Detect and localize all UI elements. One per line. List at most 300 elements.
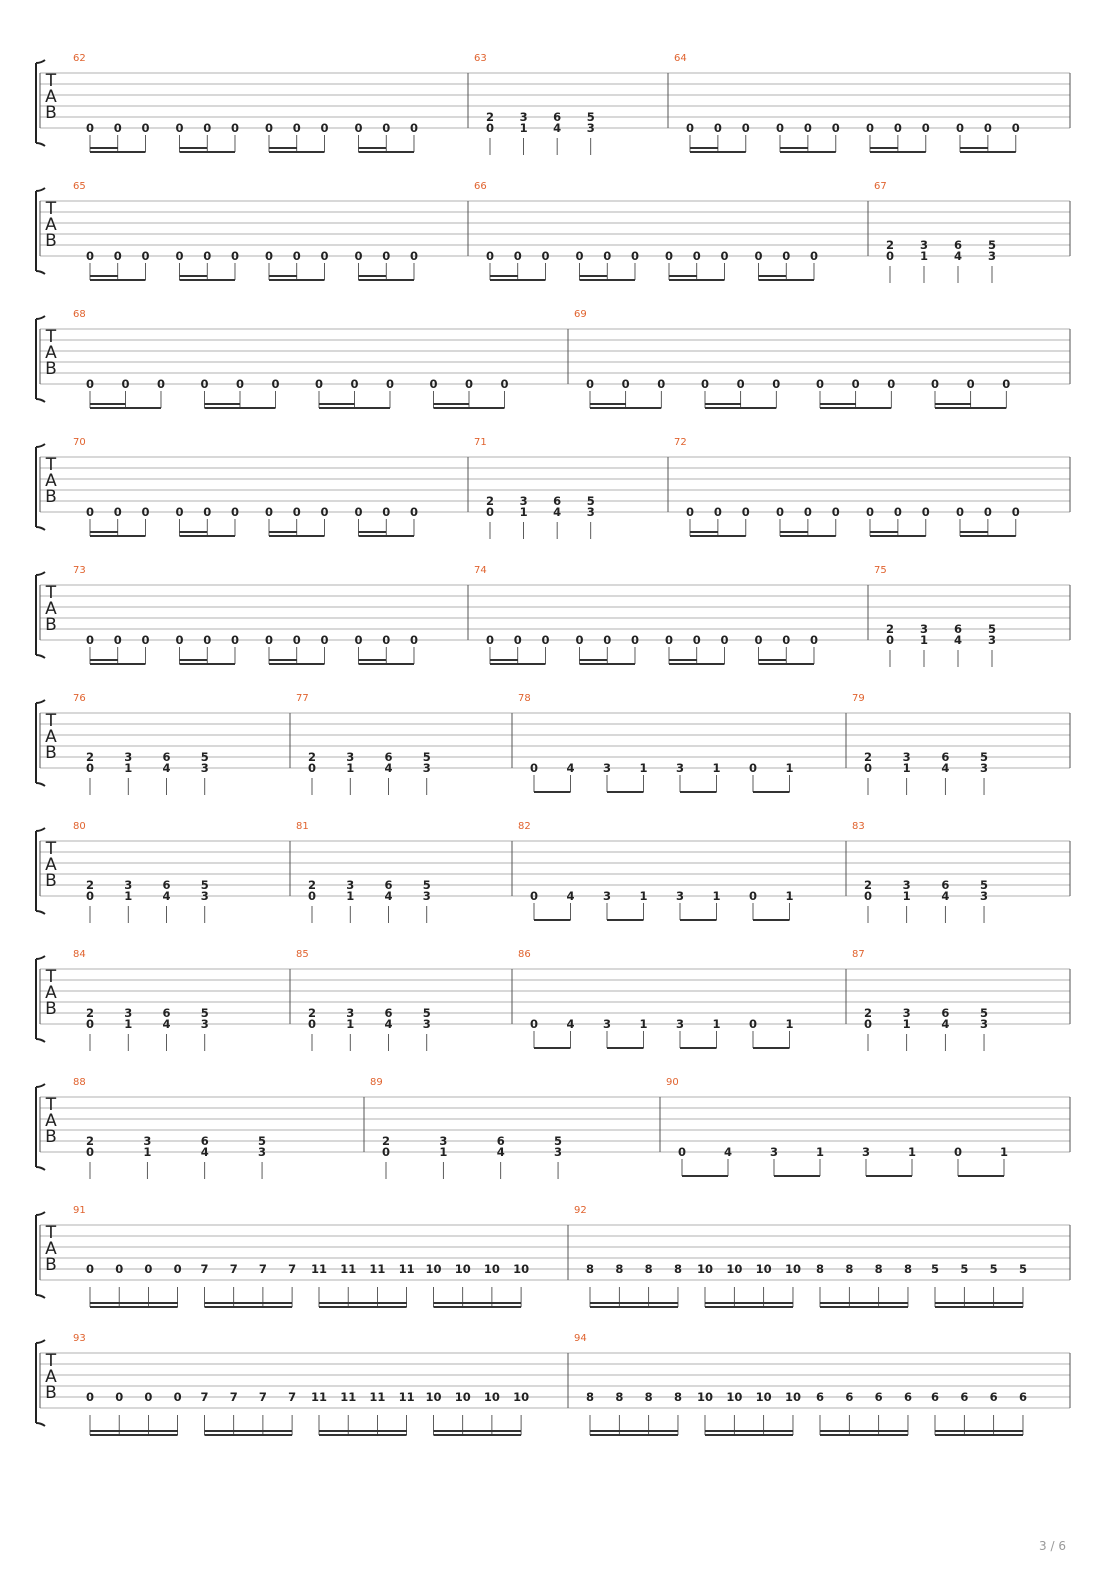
fret-number: 3	[675, 761, 685, 775]
tab-clef-letter: B	[45, 103, 57, 123]
fret-number: 0	[235, 377, 245, 391]
fret-number: 3	[258, 1145, 267, 1159]
fret-number: 0	[144, 1390, 153, 1404]
measure-number: 84	[73, 949, 86, 960]
fret-number: 10	[726, 1262, 743, 1276]
fret-number: 0	[409, 633, 418, 647]
fret-number: 3	[124, 878, 133, 892]
fret-number: 1	[124, 761, 133, 775]
fret-number: 0	[754, 633, 763, 647]
fret-number: 8	[874, 1262, 883, 1276]
tab-clef-letter: T	[45, 711, 57, 731]
tab-clef-letter: B	[45, 999, 57, 1019]
fret-number: 0	[85, 249, 95, 263]
fret-number: 0	[803, 121, 812, 135]
fret-number: 10	[784, 1262, 801, 1276]
fret-number: 0	[803, 505, 812, 519]
fret-number: 2	[485, 110, 495, 124]
tab-clef-letter: B	[45, 871, 57, 891]
fret-number: 0	[409, 249, 418, 263]
fret-number: 0	[200, 377, 209, 391]
fret-number: 6	[953, 238, 963, 252]
tab-clef-letter: T	[45, 967, 57, 987]
fret-number: 10	[726, 1390, 743, 1404]
fret-number: 1	[639, 889, 648, 903]
fret-number: 0	[156, 377, 165, 391]
fret-number: 5	[980, 750, 989, 764]
fret-number: 0	[85, 633, 95, 647]
tab-clef-letter: A	[45, 471, 57, 491]
fret-number: 11	[398, 1262, 415, 1276]
fret-number: 0	[175, 505, 184, 519]
fret-number: 2	[85, 750, 95, 764]
fret-number: 3	[200, 889, 209, 903]
tab-clef-letter: T	[45, 839, 57, 859]
tab-system	[36, 949, 1070, 1051]
measure-number: 64	[674, 53, 687, 64]
fret-number: 6	[384, 1006, 393, 1020]
fret-number: 3	[987, 633, 997, 647]
fret-number: 1	[124, 889, 133, 903]
fret-number: 0	[354, 633, 363, 647]
fret-number: 0	[955, 121, 965, 135]
fret-number: 6	[845, 1390, 854, 1404]
fret-number: 8	[585, 1262, 595, 1276]
fret-number: 0	[113, 121, 122, 135]
fret-number: 4	[566, 1017, 575, 1031]
fret-number: 0	[485, 633, 495, 647]
fret-number: 8	[673, 1390, 682, 1404]
fret-number: 0	[85, 761, 95, 775]
fret-number: 0	[657, 377, 666, 391]
fret-number: 2	[307, 1006, 317, 1020]
fret-number: 0	[115, 1262, 124, 1276]
fret-number: 7	[200, 1390, 209, 1404]
fret-number: 0	[930, 377, 940, 391]
fret-number: 0	[685, 505, 695, 519]
measure-number: 71	[474, 437, 487, 448]
fret-number: 6	[941, 750, 950, 764]
fret-number: 6	[930, 1390, 940, 1404]
fret-number: 0	[230, 249, 239, 263]
fret-number: 0	[464, 377, 474, 391]
fret-number: 0	[603, 249, 612, 263]
tab-clef-letter: A	[45, 343, 57, 363]
fret-number: 7	[288, 1390, 297, 1404]
fret-number: 10	[696, 1262, 714, 1276]
fret-number: 0	[85, 1017, 95, 1031]
fret-number: 10	[425, 1390, 442, 1404]
fret-number: 10	[483, 1390, 500, 1404]
fret-number: 1	[919, 249, 929, 263]
tab-system	[36, 821, 1070, 923]
fret-number: 3	[602, 1017, 612, 1031]
fret-number: 6	[162, 1006, 171, 1020]
fret-number: 1	[712, 1017, 721, 1031]
fret-number: 3	[422, 889, 431, 903]
fret-number: 3	[919, 622, 929, 636]
fret-number: 1	[712, 889, 721, 903]
fret-number: 0	[921, 121, 930, 135]
fret-number: 0	[685, 121, 695, 135]
fret-number: 10	[513, 1262, 530, 1276]
fret-number: 4	[566, 761, 575, 775]
fret-number: 1	[919, 633, 929, 647]
fret-number: 7	[229, 1390, 238, 1404]
fret-number: 0	[955, 505, 965, 519]
fret-number: 1	[346, 761, 355, 775]
measure-number: 68	[73, 309, 86, 320]
fret-number: 1	[785, 889, 794, 903]
measure-number: 69	[574, 309, 587, 320]
fret-number: 3	[675, 889, 685, 903]
fret-number: 0	[630, 633, 639, 647]
fret-number: 4	[200, 1145, 209, 1159]
measure-number: 89	[370, 1077, 383, 1088]
tab-clef-letter: B	[45, 487, 57, 507]
fret-number: 0	[966, 377, 975, 391]
fret-number: 6	[162, 878, 171, 892]
tab-clef-letter: A	[45, 983, 57, 1003]
fret-number: 6	[384, 878, 393, 892]
fret-number: 8	[615, 1262, 624, 1276]
fret-number: 1	[639, 1017, 648, 1031]
fret-number: 1	[902, 889, 911, 903]
fret-number: 0	[121, 377, 130, 391]
fret-number: 6	[162, 750, 171, 764]
fret-number: 7	[258, 1390, 267, 1404]
measure-number: 72	[674, 437, 687, 448]
fret-number: 2	[885, 238, 895, 252]
fret-number: 0	[354, 505, 363, 519]
fret-number: 0	[893, 505, 902, 519]
tab-clef-letter: T	[45, 327, 57, 347]
fret-number: 2	[381, 1134, 391, 1148]
fret-number: 5	[987, 238, 997, 252]
fret-number: 0	[983, 121, 992, 135]
fret-number: 0	[748, 889, 758, 903]
fret-number: 0	[175, 121, 184, 135]
fret-number: 1	[902, 761, 911, 775]
fret-number: 0	[713, 505, 722, 519]
fret-number: 3	[902, 750, 911, 764]
fret-number: 0	[203, 121, 212, 135]
fret-number: 5	[980, 1006, 989, 1020]
fret-number: 0	[141, 121, 150, 135]
fret-number: 6	[903, 1390, 912, 1404]
fret-number: 2	[863, 750, 873, 764]
fret-number: 0	[809, 633, 818, 647]
fret-number: 5	[258, 1134, 267, 1148]
tab-clef-letter: A	[45, 1367, 57, 1387]
fret-number: 0	[85, 505, 95, 519]
fret-number: 0	[736, 377, 745, 391]
fret-number: 0	[230, 633, 239, 647]
fret-number: 1	[999, 1145, 1009, 1159]
fret-number: 1	[124, 1017, 133, 1031]
fret-number: 3	[586, 505, 595, 519]
fret-number: 5	[200, 878, 209, 892]
fret-number: 11	[310, 1390, 328, 1404]
fret-number: 1	[712, 761, 721, 775]
fret-number: 5	[930, 1262, 940, 1276]
fret-number: 0	[320, 121, 329, 135]
fret-number: 1	[639, 761, 648, 775]
fret-number: 0	[141, 633, 150, 647]
tab-clef-letter: B	[45, 615, 57, 635]
fret-number: 3	[422, 1017, 431, 1031]
fret-number: 10	[513, 1390, 530, 1404]
tab-system	[36, 565, 1070, 667]
fret-number: 0	[354, 121, 363, 135]
fret-number: 7	[229, 1262, 238, 1276]
fret-number: 0	[782, 633, 791, 647]
fret-number: 0	[113, 505, 122, 519]
fret-number: 0	[953, 1145, 963, 1159]
fret-number: 0	[264, 249, 274, 263]
fret-number: 4	[566, 889, 575, 903]
fret-number: 11	[398, 1390, 415, 1404]
tab-clef-letter: A	[45, 599, 57, 619]
tab-system	[36, 1077, 1070, 1179]
fret-number: 0	[983, 505, 992, 519]
fret-number: 0	[887, 377, 896, 391]
fret-number: 2	[85, 1006, 95, 1020]
fret-number: 5	[554, 1134, 563, 1148]
fret-number: 0	[921, 505, 930, 519]
fret-number: 0	[863, 889, 873, 903]
fret-number: 3	[987, 249, 997, 263]
fret-number: 11	[340, 1390, 357, 1404]
fret-number: 1	[902, 1017, 911, 1031]
fret-number: 0	[692, 633, 701, 647]
fret-number: 0	[381, 1145, 391, 1159]
fret-number: 6	[553, 110, 562, 124]
fret-number: 0	[1011, 121, 1020, 135]
fret-number: 8	[585, 1390, 595, 1404]
fret-number: 5	[200, 750, 209, 764]
fret-number: 10	[454, 1390, 471, 1404]
fret-number: 5	[200, 1006, 209, 1020]
fret-number: 0	[271, 377, 280, 391]
measure-number: 94	[574, 1333, 587, 1344]
tab-clef-letter: A	[45, 855, 57, 875]
fret-number: 0	[173, 1390, 182, 1404]
measure-number: 87	[852, 949, 865, 960]
measure-number: 82	[518, 821, 531, 832]
fret-number: 0	[541, 633, 550, 647]
fret-number: 3	[554, 1145, 563, 1159]
fret-number: 5	[586, 110, 595, 124]
fret-number: 0	[630, 249, 639, 263]
measure-number: 75	[874, 565, 887, 576]
fret-number: 0	[541, 249, 550, 263]
fret-number: 0	[831, 121, 840, 135]
fret-number: 0	[203, 633, 212, 647]
fret-number: 4	[723, 1145, 733, 1159]
fret-number: 0	[513, 633, 522, 647]
fret-number: 0	[320, 249, 329, 263]
fret-number: 0	[865, 121, 875, 135]
measure-number: 67	[874, 181, 887, 192]
tab-clef-letter: A	[45, 1111, 57, 1131]
fret-number: 0	[85, 1390, 95, 1404]
fret-number: 6	[200, 1134, 209, 1148]
measure-number: 88	[73, 1077, 86, 1088]
fret-number: 3	[861, 1145, 871, 1159]
fret-number: 5	[960, 1262, 969, 1276]
fret-number: 4	[553, 505, 562, 519]
fret-number: 5	[987, 622, 997, 636]
fret-number: 2	[863, 1006, 873, 1020]
fret-number: 0	[230, 121, 239, 135]
fret-number: 3	[980, 1017, 989, 1031]
fret-number: 4	[496, 1145, 505, 1159]
fret-number: 0	[85, 1145, 95, 1159]
fret-number: 3	[769, 1145, 779, 1159]
fret-number: 2	[885, 622, 895, 636]
fret-number: 0	[113, 249, 122, 263]
fret-number: 0	[485, 249, 495, 263]
fret-number: 3	[422, 761, 431, 775]
fret-number: 10	[696, 1390, 714, 1404]
fret-number: 0	[485, 505, 495, 519]
fret-number: 1	[907, 1145, 917, 1159]
tab-clef-letter: T	[45, 455, 57, 475]
measure-number: 78	[518, 693, 531, 704]
fret-number: 0	[754, 249, 763, 263]
fret-number: 3	[143, 1134, 152, 1148]
fret-number: 4	[162, 889, 171, 903]
fret-number: 0	[85, 889, 95, 903]
fret-number: 4	[384, 761, 393, 775]
fret-number: 11	[369, 1262, 386, 1276]
measure-number: 74	[474, 565, 487, 576]
fret-number: 0	[775, 505, 785, 519]
fret-number: 0	[292, 505, 301, 519]
fret-number: 8	[845, 1262, 854, 1276]
tab-clef-letter: B	[45, 231, 57, 251]
tab-clef-letter: B	[45, 359, 57, 379]
tab-clef-letter: A	[45, 215, 57, 235]
page-number: 3 / 6	[1039, 1539, 1066, 1553]
tab-system	[36, 53, 1070, 155]
fret-number: 0	[350, 377, 359, 391]
fret-number: 6	[953, 622, 963, 636]
fret-number: 0	[141, 249, 150, 263]
measure-number: 90	[666, 1077, 679, 1088]
fret-number: 8	[903, 1262, 912, 1276]
fret-number: 3	[200, 761, 209, 775]
fret-number: 1	[519, 505, 528, 519]
fret-number: 8	[615, 1390, 624, 1404]
fret-number: 8	[644, 1390, 653, 1404]
measure-number: 62	[73, 53, 86, 64]
fret-number: 0	[354, 249, 363, 263]
fret-number: 10	[784, 1390, 801, 1404]
measure-number: 70	[73, 437, 86, 448]
fret-number: 0	[141, 505, 150, 519]
fret-number: 1	[346, 889, 355, 903]
fret-number: 0	[203, 249, 212, 263]
fret-number: 3	[346, 1006, 355, 1020]
fret-number: 7	[200, 1262, 209, 1276]
fret-number: 0	[621, 377, 630, 391]
fret-number: 0	[713, 121, 722, 135]
fret-number: 0	[113, 633, 122, 647]
fret-number: 1	[785, 1017, 794, 1031]
tab-clef-letter: A	[45, 1239, 57, 1259]
fret-number: 0	[692, 249, 701, 263]
tab-clef-letter: B	[45, 1255, 57, 1275]
measure-number: 83	[852, 821, 865, 832]
fret-number: 0	[865, 505, 875, 519]
fret-number: 0	[307, 889, 317, 903]
fret-number: 5	[1018, 1262, 1027, 1276]
fret-number: 8	[644, 1262, 653, 1276]
fret-number: 5	[422, 878, 431, 892]
fret-number: 2	[485, 494, 495, 508]
fret-number: 5	[422, 1006, 431, 1020]
measure-number: 76	[73, 693, 86, 704]
tab-system	[36, 1205, 1070, 1307]
fret-number: 0	[382, 249, 391, 263]
fret-number: 0	[741, 505, 750, 519]
fret-number: 0	[664, 633, 674, 647]
fret-number: 0	[863, 1017, 873, 1031]
fret-number: 0	[700, 377, 710, 391]
fret-number: 8	[673, 1262, 682, 1276]
fret-number: 6	[1018, 1390, 1027, 1404]
fret-number: 5	[980, 878, 989, 892]
fret-number: 4	[384, 1017, 393, 1031]
fret-number: 0	[741, 121, 750, 135]
fret-number: 4	[553, 121, 562, 135]
tab-clef-letter: T	[45, 71, 57, 91]
fret-number: 0	[409, 505, 418, 519]
fret-number: 3	[602, 761, 612, 775]
fret-number: 0	[772, 377, 781, 391]
fret-number: 3	[124, 750, 133, 764]
fret-number: 0	[382, 633, 391, 647]
fret-number: 0	[782, 249, 791, 263]
tab-system	[36, 181, 1070, 283]
fret-number: 6	[941, 1006, 950, 1020]
fret-number: 1	[439, 1145, 448, 1159]
measure-number: 85	[296, 949, 309, 960]
fret-number: 10	[755, 1390, 772, 1404]
fret-number: 0	[720, 249, 729, 263]
fret-number: 0	[203, 505, 212, 519]
fret-number: 1	[346, 1017, 355, 1031]
fret-number: 0	[748, 1017, 758, 1031]
measure-number: 86	[518, 949, 531, 960]
fret-number: 3	[919, 238, 929, 252]
fret-number: 4	[941, 761, 950, 775]
fret-number: 0	[748, 761, 758, 775]
fret-number: 3	[902, 878, 911, 892]
fret-number: 1	[143, 1145, 152, 1159]
tab-system	[36, 693, 1070, 795]
fret-number: 11	[369, 1390, 386, 1404]
fret-number: 10	[425, 1262, 442, 1276]
fret-number: 2	[307, 750, 317, 764]
fret-number: 0	[863, 761, 873, 775]
tab-clef-letter: T	[45, 199, 57, 219]
measure-number: 93	[73, 1333, 86, 1344]
fret-number: 2	[307, 878, 317, 892]
fret-number: 0	[409, 121, 418, 135]
